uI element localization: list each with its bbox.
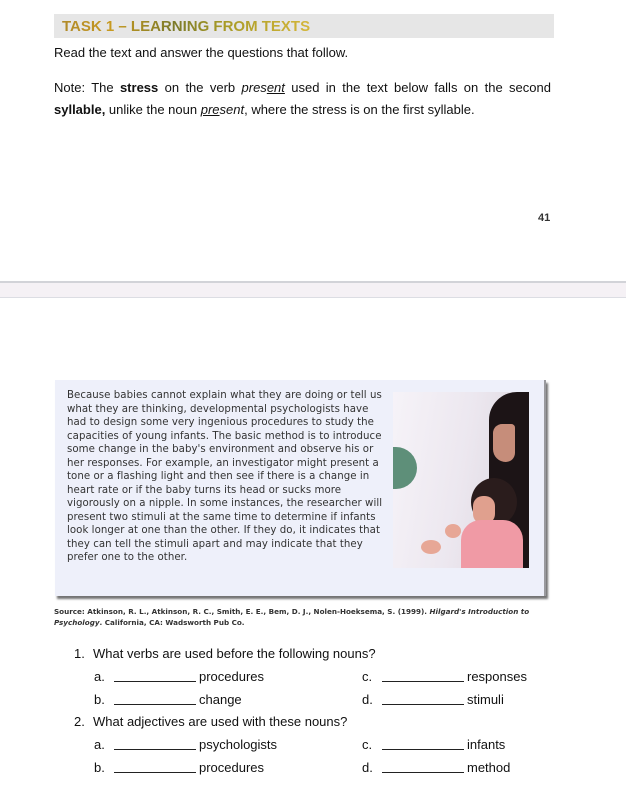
- page-number: 41: [538, 212, 551, 224]
- q2-option-d: d. method: [362, 760, 511, 775]
- q2-option-c: c. infants: [362, 737, 506, 752]
- task-title: TASK 1 – LEARNING FROM TEXTS: [62, 18, 311, 35]
- reading-passage-box: [55, 380, 546, 596]
- green-circle-stimulus: [393, 447, 417, 489]
- q1-option-b: b. change: [94, 692, 242, 707]
- q2-option-b: b. procedures: [94, 760, 265, 775]
- stress-note: Note: The stress on the verb present used in the text below falls on the second syllable, unlike the noun present, where the stress is on the first syllable.: [54, 80, 551, 117]
- noun-present: present: [200, 102, 245, 117]
- question-2: 2. What adjectives are used with these nouns?: [74, 714, 348, 729]
- answer-blank[interactable]: [114, 692, 196, 705]
- instruction-text: Read the text and answer the questions that follow.: [54, 45, 349, 60]
- passage-text: Because babies cannot explain what they are doing or tell us what they are thinking, developmental psychologists have had to design some very ingenious procedures to study the capacities of young infants. The basic method is to introduce some change in the baby's environment and observe his or her responses. For example, an investigator might present a tone or a flashing light and then see if there is a change in heart rate or if the baby turns its head or sucks more vigorously on a nipple. In some instances, the researcher will present two stimuli at the same time to determine if infants look longer at one than the other. If they do, it indicates that they can tell the stimuli apart and may indicate that they prefer one to the other.: [67, 390, 383, 563]
- baby-study-photo: [393, 392, 529, 568]
- verb-present: present: [241, 80, 285, 95]
- q1-option-c: c. responses: [362, 669, 527, 684]
- answer-blank[interactable]: [382, 737, 464, 750]
- task-title-banner: [54, 14, 554, 38]
- answer-blank[interactable]: [114, 737, 196, 750]
- answer-blank[interactable]: [382, 692, 464, 705]
- q2-option-a: a. psychologists: [94, 737, 278, 752]
- answer-blank[interactable]: [382, 760, 464, 773]
- answer-blank[interactable]: [382, 669, 464, 682]
- q1-option-d: d. stimuli: [362, 692, 504, 707]
- source-citation: Source: Atkinson, R. L., Atkinson, R. C., Smith, E. E., Bem, D. J., Nolen-Hoeksema, S. (1999). Hilgard's Introduction to Psychology. California, CA: Wadsworth Pub Co.: [54, 607, 530, 627]
- answer-blank[interactable]: [114, 669, 196, 682]
- page-41: [0, 0, 626, 281]
- answer-blank[interactable]: [114, 760, 196, 773]
- page-break: [0, 281, 626, 298]
- question-1: 1. What verbs are used before the following nouns?: [74, 646, 376, 661]
- q1-option-a: a. procedures: [94, 669, 265, 684]
